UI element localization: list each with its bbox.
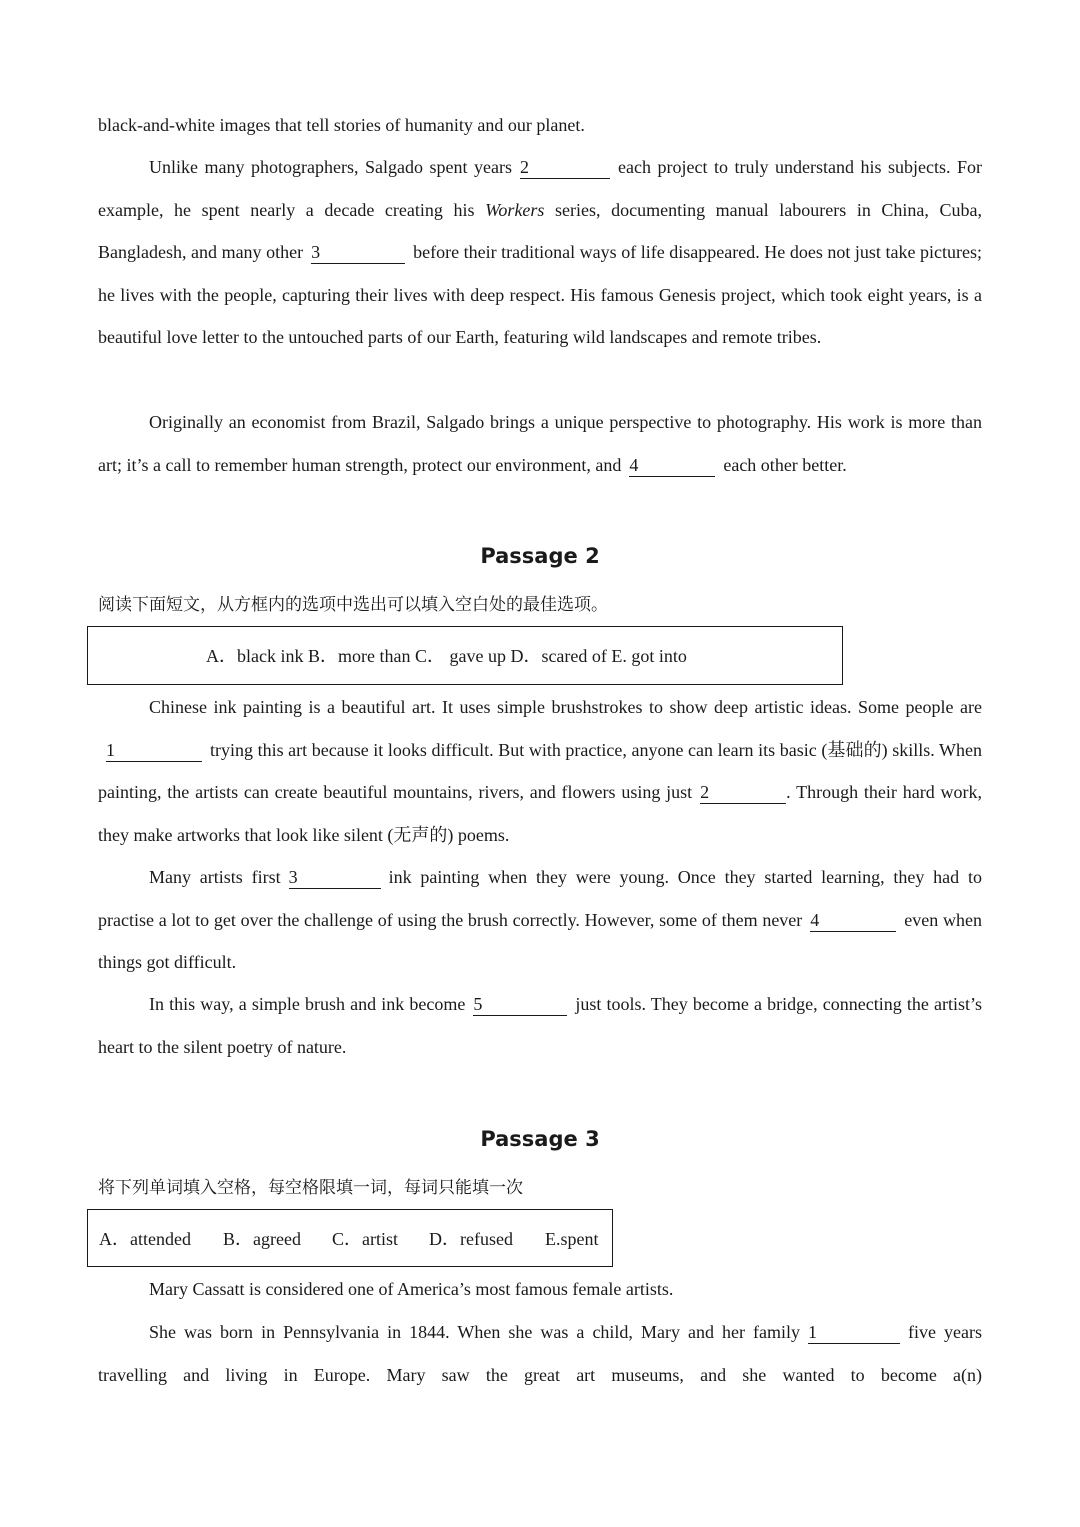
blank-1[interactable]: 1 [106, 740, 202, 762]
option-e: E.spent [545, 1229, 599, 1249]
passage3-options-box [87, 1209, 613, 1267]
passage1-line: black-and-white images that tell stories of humanity and our planet. [98, 115, 585, 135]
passage2-options: A．black ink B．more than C． gave up D．scared of E. got into [206, 646, 687, 666]
passage3-paragraph-2: She was born in Pennsylvania in 1844. When she was a child, Mary and her family 1 five years travelling and living in Europe. Mary saw the great art museums, and she wanted to become a(n) [98, 1322, 982, 1385]
passage2-instruction: 阅读下面短文，从方框内的选项中选出可以填入空白处的最佳选项。 [98, 595, 608, 615]
passage2-title: Passage 2 [480, 544, 600, 568]
passage3-instruction: 将下列单词填入空格，每空格限填一词，每词只能填一次 [98, 1178, 523, 1198]
blank-1[interactable]: 1 [808, 1322, 900, 1344]
blank-4[interactable]: 4 [810, 910, 896, 932]
option-b: B．agreed [223, 1229, 301, 1249]
blank-2[interactable]: 2 [700, 782, 786, 804]
blank-2[interactable]: 2 [520, 157, 610, 179]
passage2-options-box [87, 626, 843, 685]
option-d: D．refused [429, 1229, 513, 1249]
blank-3[interactable]: 3 [311, 242, 405, 264]
passage2-paragraph-1: Chinese ink painting is a beautiful art. It uses simple brushstrokes to show deep artistic ideas. Some people are1 trying this art because it looks difficult. But with practice, anyone can learn its basic (基础的) skills. When painting, the artists can create beautiful mountains, rivers, and flowers using just 2 . Through their hard work, they make artworks that look like silent (无声的) poems. [98, 697, 982, 845]
blank-4[interactable]: 4 [629, 455, 715, 477]
passage1-paragraph-1: Unlike many photographers, Salgado spent years 2 each project to truly understand his subjects. For example, he spent nearly a decade creating his Workers series, documenting manual labourers in China, Cuba, Bangladesh, and many other 3 before their traditional ways of life disappeared. He does not just take pictures; he lives with the people, capturing their lives with deep respect. His famous Genesis project, which took eight years, is a beautiful love letter to the untouched parts of our Earth, featuring wild landscapes and remote tribes. [98, 157, 982, 347]
passage1-paragraph-2: Originally an economist from Brazil, Salgado brings a unique perspective to photography. His work is more than art; it’s a call to remember human strength, protect our environment, and 4 each other better. [98, 412, 982, 475]
italic-title: Workers [485, 199, 545, 220]
passage2-paragraph-3: In this way, a simple brush and ink become 5 just tools. They become a bridge, connecting the artist’s heart to the silent poetry of nature. [98, 994, 982, 1057]
blank-3[interactable]: 3 [289, 867, 381, 889]
blank-5[interactable]: 5 [473, 994, 567, 1016]
option-c: C．artist [332, 1229, 398, 1249]
passage3-title: Passage 3 [480, 1127, 600, 1151]
passage2-paragraph-2: Many artists first 3 ink painting when they were young. Once they started learning, they had to practise a lot to get over the challenge of using the brush correctly. However, some of them never 4 even when things got difficult. [98, 867, 982, 972]
passage3-paragraph-1: Mary Cassatt is considered one of America’s most famous female artists. [149, 1279, 674, 1299]
option-a: A．attended [99, 1229, 191, 1249]
